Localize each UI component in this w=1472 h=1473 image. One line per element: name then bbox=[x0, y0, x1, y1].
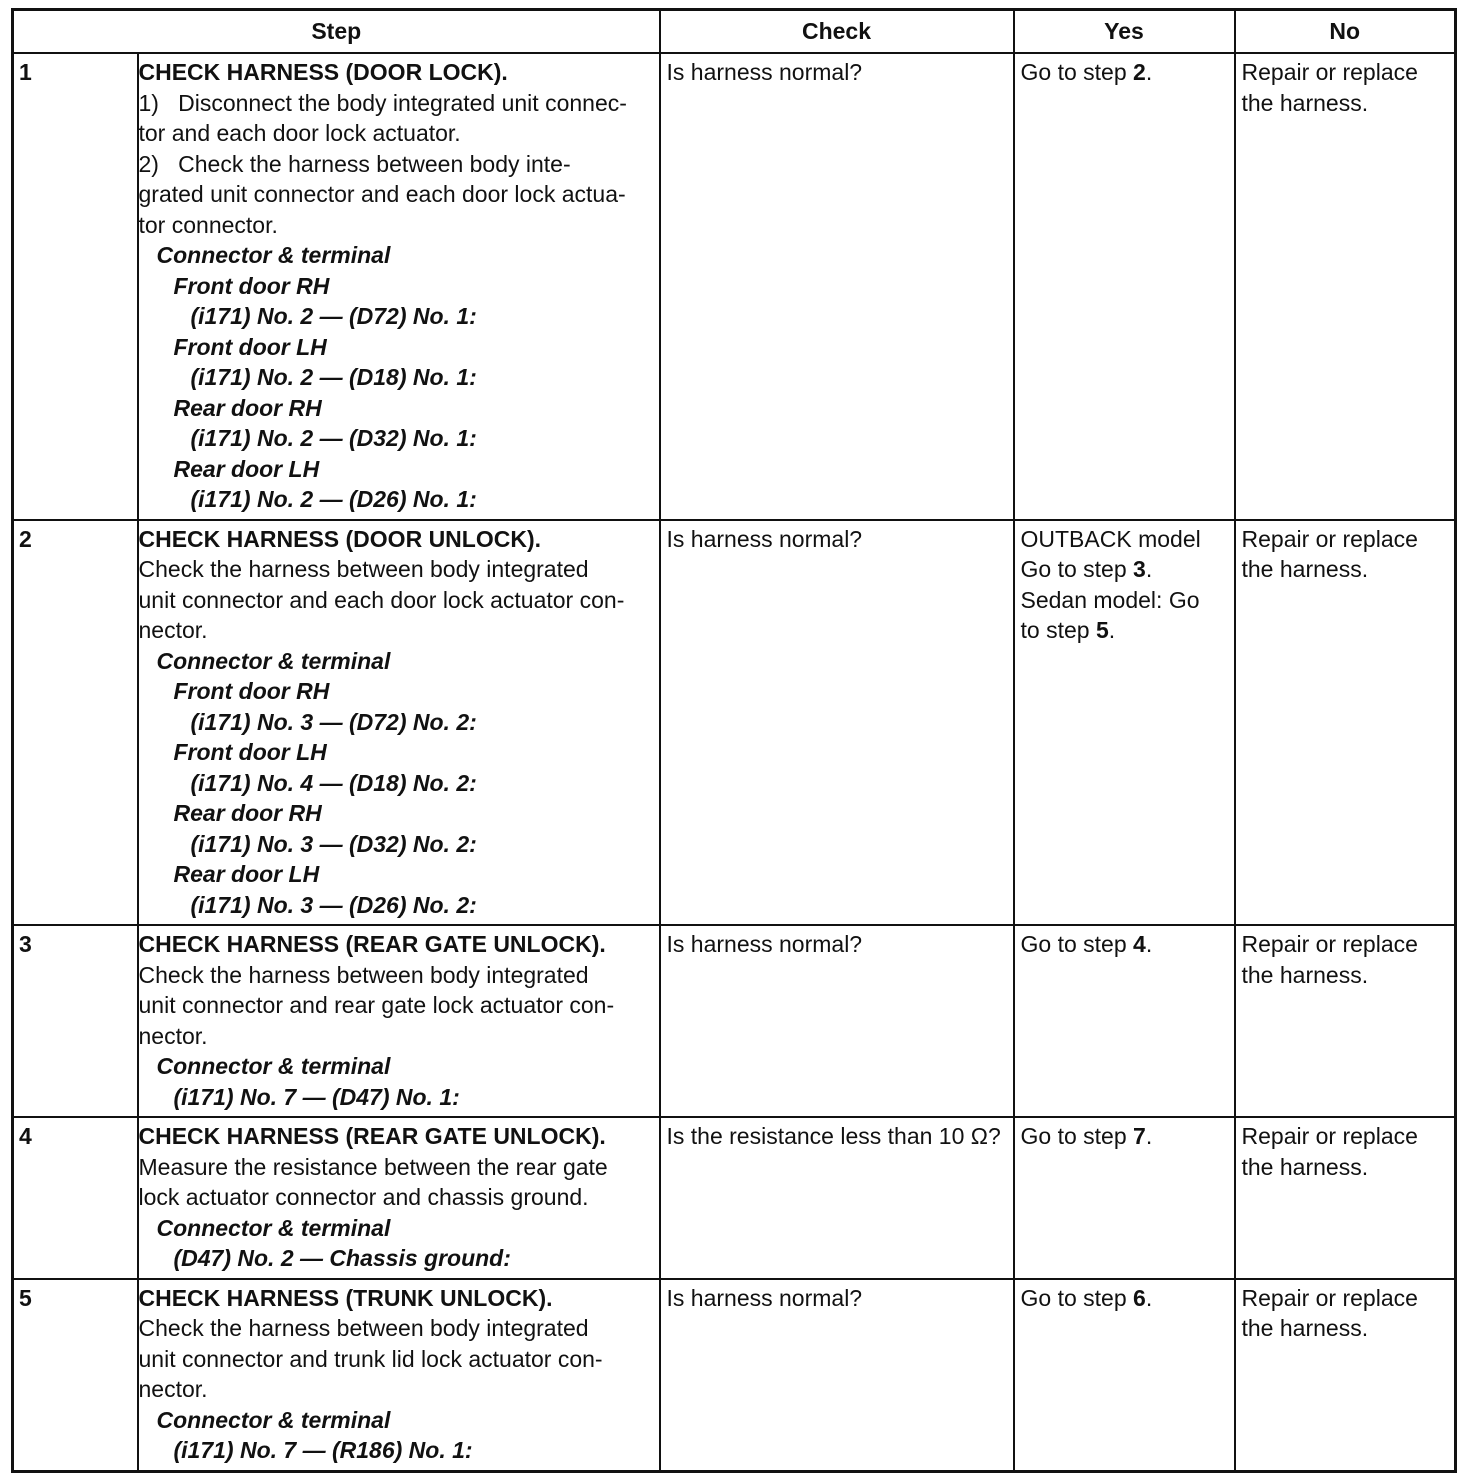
step-number: 3 bbox=[13, 925, 138, 1117]
yes-punct: . bbox=[1145, 931, 1153, 957]
step-number: 4 bbox=[13, 1117, 138, 1279]
step-text-line: Check the harness between body integrated bbox=[138, 961, 589, 988]
step-text-line: nector. bbox=[138, 1022, 208, 1049]
yes-text: Go to step bbox=[1020, 931, 1134, 957]
door-label: Front door RH bbox=[173, 272, 330, 299]
step-text-line: unit connector and trunk lid lock actuator con- bbox=[138, 1345, 603, 1372]
connector-terminal-label: Connector & terminal bbox=[156, 1406, 391, 1433]
terminal-spec: (i171) No. 2 — (D72) No. 1: bbox=[190, 303, 477, 329]
terminal-spec: (D47) No. 2 — Chassis ground: bbox=[173, 1245, 511, 1271]
yes-cell bbox=[1014, 520, 1235, 926]
door-label: Rear door RH bbox=[173, 394, 322, 421]
table-row bbox=[13, 1117, 1456, 1279]
step-title: CHECK HARNESS (REAR GATE UNLOCK). bbox=[138, 1123, 606, 1149]
table-row bbox=[13, 925, 1456, 1117]
yes-step-link: 7 bbox=[1133, 1123, 1146, 1149]
door-label: Rear door RH bbox=[173, 800, 322, 826]
no-cell: Repair or replace the harness. bbox=[1235, 520, 1456, 926]
no-cell: Repair or replace the harness. bbox=[1235, 925, 1456, 1117]
header-step: Step bbox=[13, 10, 660, 54]
yes-text: Go to step bbox=[1020, 59, 1134, 85]
yes-text: Go to step bbox=[1020, 1284, 1134, 1311]
step-text-line: unit connector and rear gate lock actuator con- bbox=[138, 992, 615, 1018]
step-title: CHECK HARNESS (DOOR LOCK). bbox=[138, 59, 508, 85]
no-cell: Repair or replace the harness. bbox=[1235, 53, 1456, 520]
yes-cell bbox=[1014, 1279, 1235, 1472]
step-number: 2 bbox=[13, 520, 138, 926]
connector-terminal-label: Connector & terminal bbox=[156, 647, 391, 674]
step-title: CHECK HARNESS (TRUNK UNLOCK). bbox=[138, 1284, 553, 1311]
yes-line bbox=[1021, 554, 1228, 585]
step-text-line: tor connector. bbox=[138, 211, 278, 238]
step-description bbox=[138, 53, 660, 520]
terminal-spec: (i171) No. 2 — (D26) No. 1: bbox=[190, 486, 477, 512]
step-description bbox=[138, 520, 660, 926]
terminal-spec: (i171) No. 4 — (D18) No. 2: bbox=[190, 769, 477, 796]
no-cell: Repair or replace the harness. bbox=[1235, 1117, 1456, 1279]
step-text-line: Check the harness between body integrated bbox=[138, 556, 589, 582]
yes-step-link: 5 bbox=[1095, 617, 1109, 643]
yes-step-link: 6 bbox=[1133, 1284, 1146, 1311]
step-title: CHECK HARNESS (REAR GATE UNLOCK). bbox=[138, 931, 606, 957]
yes-cell bbox=[1014, 53, 1235, 520]
yes-line bbox=[1021, 615, 1228, 646]
door-label: Front door LH bbox=[173, 333, 327, 360]
table-row bbox=[13, 53, 1456, 520]
connector-terminal-label: Connector & terminal bbox=[156, 1214, 391, 1241]
diagnostic-procedure-sheet bbox=[11, 8, 1454, 1473]
step-text-line: Measure the resistance between the rear gate bbox=[138, 1153, 608, 1180]
header-yes: Yes bbox=[1014, 10, 1235, 54]
yes-cell bbox=[1014, 925, 1235, 1117]
step-number: 5 bbox=[13, 1279, 138, 1472]
yes-text: Go to step bbox=[1020, 556, 1134, 582]
door-label: Rear door LH bbox=[173, 455, 320, 482]
check-cell: Is the resistance less than 10 Ω? bbox=[660, 1117, 1014, 1279]
step-description bbox=[138, 1117, 660, 1279]
terminal-spec: (i171) No. 3 — (D32) No. 2: bbox=[190, 830, 477, 857]
no-cell: Repair or replace the harness. bbox=[1235, 1279, 1456, 1472]
yes-punct: . bbox=[1145, 556, 1153, 582]
yes-punct: . bbox=[1145, 1123, 1153, 1149]
step-title: CHECK HARNESS (DOOR UNLOCK). bbox=[138, 525, 541, 552]
yes-text: to step bbox=[1020, 617, 1096, 643]
step-text-line: lock actuator connector and chassis ground. bbox=[138, 1184, 589, 1210]
header-check: Check bbox=[660, 10, 1014, 54]
check-cell: Is harness normal? bbox=[660, 53, 1014, 520]
yes-step-link: 4 bbox=[1133, 931, 1146, 957]
yes-text: Sedan model: Go bbox=[1020, 586, 1200, 613]
yes-step-link: 2 bbox=[1133, 59, 1146, 85]
check-cell: Is harness normal? bbox=[660, 520, 1014, 926]
step-text-line: 1) Disconnect the body integrated unit connec- bbox=[138, 89, 627, 116]
step-text-line: 2) Check the harness between body inte- bbox=[138, 150, 571, 177]
yes-step-link: 3 bbox=[1133, 556, 1146, 582]
check-cell: Is harness normal? bbox=[660, 1279, 1014, 1472]
step-text-line: Check the harness between body integrated bbox=[138, 1315, 589, 1341]
step-text-line: unit connector and each door lock actuator con- bbox=[138, 586, 625, 613]
door-label: Front door LH bbox=[173, 739, 327, 765]
yes-text: Go to step bbox=[1020, 1123, 1134, 1149]
yes-punct: . bbox=[1145, 1284, 1153, 1311]
yes-punct: . bbox=[1108, 617, 1116, 643]
check-cell: Is harness normal? bbox=[660, 925, 1014, 1117]
connector-terminal-label: Connector & terminal bbox=[156, 242, 391, 268]
terminal-spec: (i171) No. 7 — (D47) No. 1: bbox=[173, 1083, 460, 1110]
terminal-spec: (i171) No. 2 — (D18) No. 1: bbox=[190, 364, 477, 390]
terminal-spec: (i171) No. 3 — (D26) No. 2: bbox=[190, 891, 477, 918]
yes-punct: . bbox=[1145, 59, 1153, 85]
yes-cell bbox=[1014, 1117, 1235, 1279]
table-header-row bbox=[13, 10, 1456, 54]
terminal-spec: (i171) No. 7 — (R186) No. 1: bbox=[173, 1437, 473, 1463]
header-no: No bbox=[1235, 10, 1456, 54]
step-text-line: tor and each door lock actuator. bbox=[138, 120, 461, 146]
step-number: 1 bbox=[13, 53, 138, 520]
step-text-line: nector. bbox=[138, 617, 208, 643]
table-row bbox=[13, 1279, 1456, 1472]
step-description bbox=[138, 925, 660, 1117]
door-label: Rear door LH bbox=[173, 861, 320, 887]
step-description bbox=[138, 1279, 660, 1472]
diagnostic-table bbox=[11, 8, 1457, 1473]
terminal-spec: (i171) No. 3 — (D72) No. 2: bbox=[190, 708, 477, 735]
table-row bbox=[13, 520, 1456, 926]
yes-text: OUTBACK model bbox=[1020, 525, 1201, 552]
step-text-line: nector. bbox=[138, 1376, 208, 1402]
connector-terminal-label: Connector & terminal bbox=[156, 1053, 391, 1079]
terminal-spec: (i171) No. 2 — (D32) No. 1: bbox=[190, 425, 477, 451]
door-label: Front door RH bbox=[173, 678, 330, 704]
step-text-line: grated unit connector and each door lock actua- bbox=[138, 181, 626, 207]
